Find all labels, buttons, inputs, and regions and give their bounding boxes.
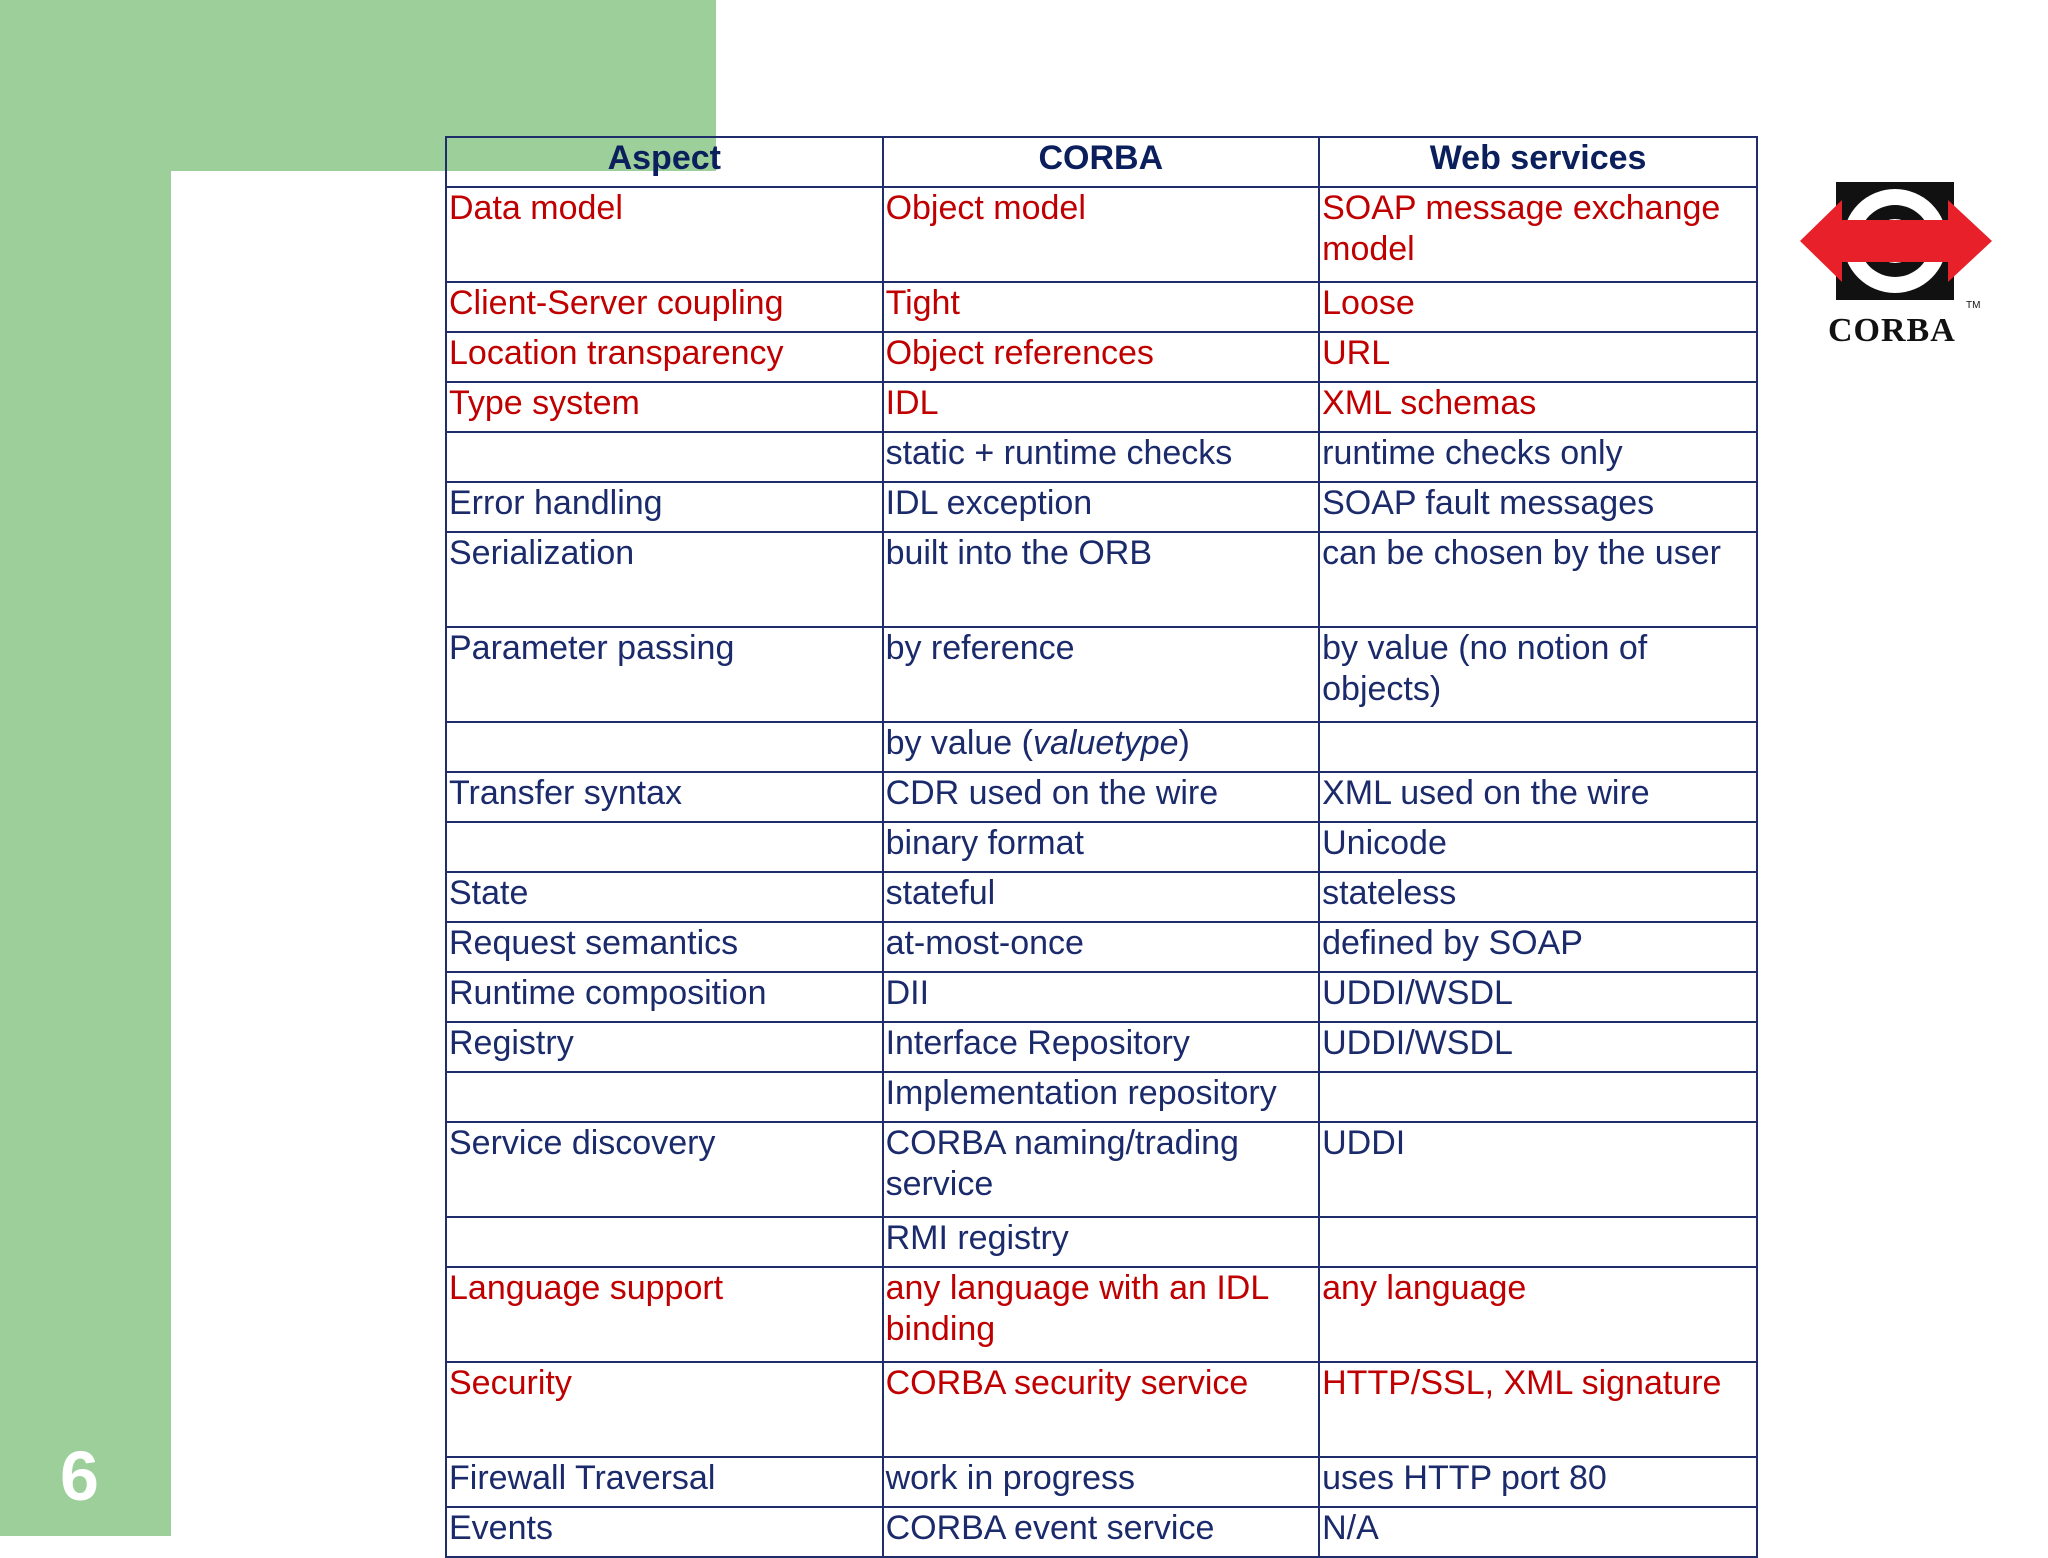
web-services-cell: HTTP/SSL, XML signature (1319, 1362, 1757, 1457)
aspect-cell: Registry (446, 1022, 883, 1072)
aspect-cell: Error handling (446, 482, 883, 532)
web-services-cell: UDDI (1319, 1122, 1757, 1217)
web-services-cell: Unicode (1319, 822, 1757, 872)
web-services-cell: any language (1319, 1267, 1757, 1362)
rounded-corner (171, 171, 371, 371)
aspect-cell: Type system (446, 382, 883, 432)
web-services-cell: by value (no notion of objects) (1319, 627, 1757, 722)
web-services-cell: UDDI/WSDL (1319, 1022, 1757, 1072)
aspect-cell (446, 822, 883, 872)
table-header-row (446, 137, 1757, 187)
table-row (446, 332, 1757, 382)
corba-cell-valuetype: by value (valuetype) (883, 722, 1320, 772)
corba-cell: any language with an IDL binding (883, 1267, 1320, 1362)
corba-cell: at-most-once (883, 922, 1320, 972)
web-services-cell: XML used on the wire (1319, 772, 1757, 822)
corba-cell: binary format (883, 822, 1320, 872)
table-row (446, 1122, 1757, 1217)
aspect-cell: Request semantics (446, 922, 883, 972)
web-services-cell (1319, 722, 1757, 772)
aspect-cell: State (446, 872, 883, 922)
table-row (446, 627, 1757, 722)
web-services-cell: UDDI/WSDL (1319, 972, 1757, 1022)
logo-trademark: TM (1966, 300, 1981, 311)
header-corba: CORBA (883, 137, 1320, 187)
web-services-cell (1319, 1217, 1757, 1267)
table-row (446, 772, 1757, 822)
aspect-cell: Security (446, 1362, 883, 1457)
web-services-cell: can be chosen by the user (1319, 532, 1757, 627)
aspect-cell (446, 1217, 883, 1267)
table-row (446, 1507, 1757, 1557)
web-services-cell: defined by SOAP (1319, 922, 1757, 972)
corba-cell: stateful (883, 872, 1320, 922)
aspect-cell: Service discovery (446, 1122, 883, 1217)
table-row (446, 532, 1757, 627)
corba-cell: CORBA event service (883, 1507, 1320, 1557)
aspect-cell: Parameter passing (446, 627, 883, 722)
corba-cell: built into the ORB (883, 532, 1320, 627)
corba-cell: CORBA naming/trading service (883, 1122, 1320, 1217)
corba-cell: DII (883, 972, 1320, 1022)
table-row (446, 432, 1757, 482)
corba-cell: CORBA security service (883, 1362, 1320, 1457)
table-row (446, 1362, 1757, 1457)
corba-cell: IDL (883, 382, 1320, 432)
table-row (446, 482, 1757, 532)
aspect-cell: Firewall Traversal (446, 1457, 883, 1507)
slide-number: 6 (60, 1437, 99, 1515)
web-services-cell: N/A (1319, 1507, 1757, 1557)
comparison-table (445, 136, 1758, 1558)
web-services-cell (1319, 1072, 1757, 1122)
corba-cell: by reference (883, 627, 1320, 722)
aspect-cell (446, 1072, 883, 1122)
corba-cell: Object model (883, 187, 1320, 282)
table-row (446, 1022, 1757, 1072)
aspect-cell: Serialization (446, 532, 883, 627)
web-services-cell: XML schemas (1319, 382, 1757, 432)
web-services-cell: runtime checks only (1319, 432, 1757, 482)
corba-cell: IDL exception (883, 482, 1320, 532)
table-row (446, 722, 1757, 772)
corba-cell: Interface Repository (883, 1022, 1320, 1072)
aspect-cell: Events (446, 1507, 883, 1557)
table-row (446, 972, 1757, 1022)
table-row (446, 382, 1757, 432)
aspect-cell: Client-Server coupling (446, 282, 883, 332)
table-row (446, 1217, 1757, 1267)
corba-cell: CDR used on the wire (883, 772, 1320, 822)
valuetype-term: valuetype (1032, 724, 1179, 762)
corba-cell: Tight (883, 282, 1320, 332)
aspect-cell (446, 722, 883, 772)
table-row (446, 872, 1757, 922)
corba-cell: Object references (883, 332, 1320, 382)
web-services-cell: SOAP message exchange model (1319, 187, 1757, 282)
corba-cell: work in progress (883, 1457, 1320, 1507)
table-row (446, 1072, 1757, 1122)
aspect-cell: Runtime composition (446, 972, 883, 1022)
aspect-cell: Language support (446, 1267, 883, 1362)
corba-cell: RMI registry (883, 1217, 1320, 1267)
corba-cell: static + runtime checks (883, 432, 1320, 482)
table-row (446, 187, 1757, 282)
table-row (446, 1267, 1757, 1362)
web-services-cell: Loose (1319, 282, 1757, 332)
table-row (446, 922, 1757, 972)
corba-cell: Implementation repository (883, 1072, 1320, 1122)
header-aspect: Aspect (446, 137, 883, 187)
aspect-cell: Location transparency (446, 332, 883, 382)
header-web-services: Web services (1319, 137, 1757, 187)
aspect-cell: Data model (446, 187, 883, 282)
web-services-cell: SOAP fault messages (1319, 482, 1757, 532)
logo-text: CORBA (1828, 312, 1956, 349)
web-services-cell: uses HTTP port 80 (1319, 1457, 1757, 1507)
web-services-cell: stateless (1319, 872, 1757, 922)
table-row (446, 282, 1757, 332)
table-row (446, 1457, 1757, 1507)
green-side-band (0, 0, 171, 1536)
aspect-cell (446, 432, 883, 482)
web-services-cell: URL (1319, 332, 1757, 382)
aspect-cell: Transfer syntax (446, 772, 883, 822)
table-row (446, 822, 1757, 872)
